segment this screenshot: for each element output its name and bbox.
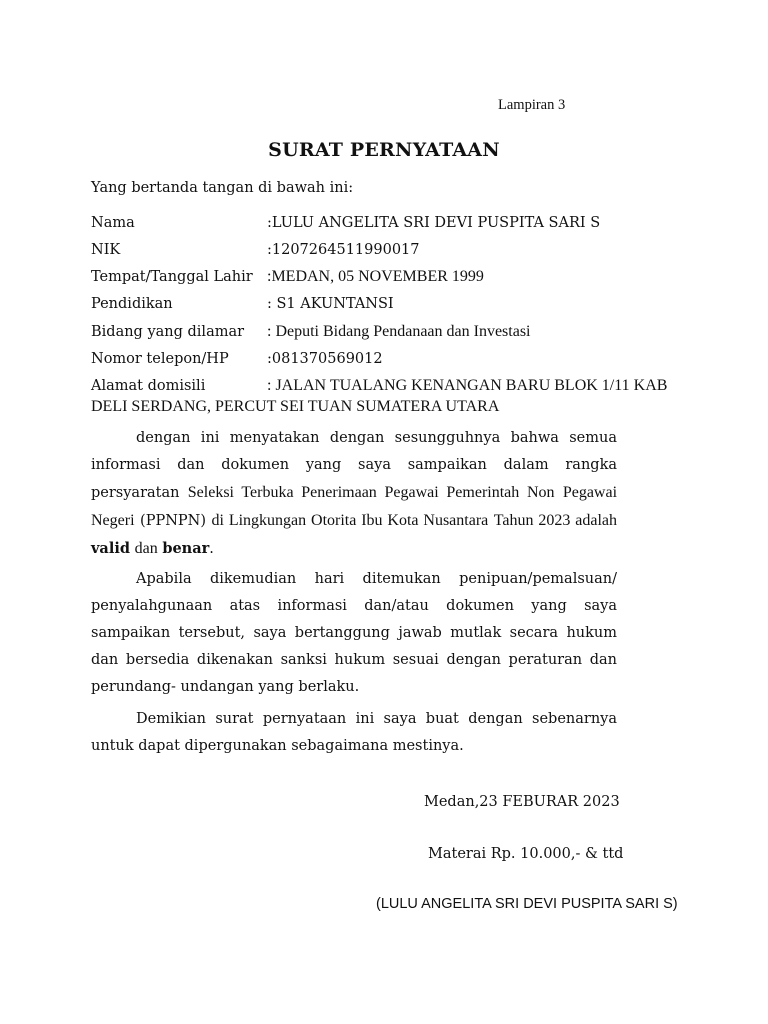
- para1-part5: di Lingkungan Otorita Ibu Kota Nusantara: [211, 512, 489, 529]
- field-value: :081370569012: [267, 351, 383, 367]
- para1-part1: dengan ini menyatakan dengan sesungguhnya bahwa semua informasi dan dokumen yang saya sampaikan dalam rangka persyaratan: [91, 430, 617, 501]
- field-label: Bidang yang dilamar: [91, 324, 245, 340]
- field-value: :MEDAN, 05 NOVEMBER 1999: [267, 268, 484, 285]
- statement-paragraph: [91, 425, 617, 563]
- para1-bold-valid: valid: [91, 540, 130, 557]
- field-value: :1207264511990017: [267, 242, 420, 258]
- field-label: Pendidikan: [91, 296, 173, 312]
- place-date: Medan,23 FEBURAR 2023: [424, 794, 620, 810]
- para1-part4: (PPNPN): [140, 513, 206, 529]
- liability-paragraph: Apabila dikemudian hari ditemukan penipuan/pemalsuan/ penyalahgunaan atas informasi dan/atau dokumen yang saya sampaikan tersebut, saya bertanggung jawab mutlak secara hukum dan bersedia dikenakan sanksi hukum sesuai dengan peraturan dan perundang- undangan yang berlaku.: [91, 571, 617, 695]
- field-label: Nama: [91, 215, 135, 231]
- address-continuation: DELI SERDANG, PERCUT SEI TUAN SUMATERA UTARA: [91, 398, 500, 415]
- field-label: Alamat domisili: [91, 378, 206, 394]
- para1-part8: .: [209, 541, 214, 557]
- field-value: : Deputi Bidang Pendanaan dan Investasi: [267, 323, 531, 340]
- field-value: :LULU ANGELITA SRI DEVI PUSPITA SARI S: [267, 215, 601, 231]
- para1-part6: Tahun 2023 adalah: [493, 512, 618, 529]
- para1-part3: Pegawai Negeri: [91, 484, 618, 529]
- signer-name: (LULU ANGELITA SRI DEVI PUSPITA SARI S): [376, 896, 678, 912]
- field-label: Nomor telepon/HP: [91, 351, 229, 367]
- field-value: : JALAN TUALANG KENANGAN BARU BLOK 1/11 KAB: [267, 377, 668, 394]
- closing-paragraph: Demikian surat pernyataan ini saya buat dengan sebenarnya untuk dapat dipergunakan sebagaimana mestinya.: [91, 711, 617, 754]
- para1-bold-benar: benar: [162, 540, 210, 557]
- para1-part7: dan: [134, 540, 158, 557]
- field-label: NIK: [91, 242, 121, 258]
- attachment-label: Lampiran 3: [498, 97, 566, 113]
- document-title: SURAT PERNYATAAN: [268, 139, 500, 161]
- para1-part2: Seleksi Terbuka Penerimaan Pegawai Pemerintah Non: [187, 484, 555, 501]
- field-value: : S1 AKUNTANSI: [267, 296, 394, 312]
- field-label: Tempat/Tanggal Lahir: [91, 269, 253, 285]
- intro-text: Yang bertanda tangan di bawah ini:: [91, 180, 354, 196]
- stamp-note: Materai Rp. 10.000,- & ttd: [428, 846, 624, 862]
